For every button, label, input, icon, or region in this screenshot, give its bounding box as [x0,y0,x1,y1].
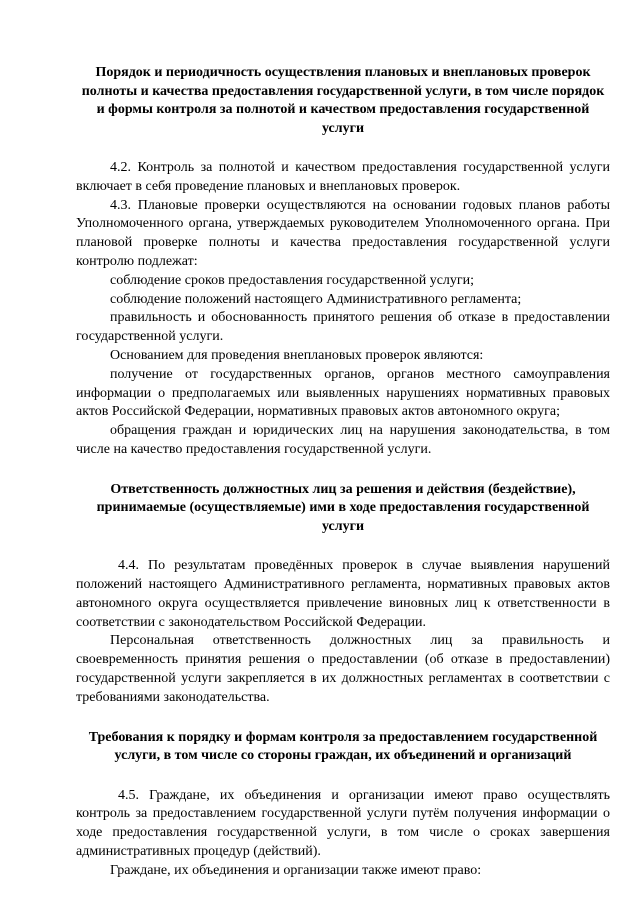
list-item-refusal-correctness: правильность и обоснованность принятого решения об отказе в предоставлении государственной услуги. [76,310,610,345]
paragraph-citizen-rights: Граждане, их объединения и организации также имеют право: [110,862,482,878]
list-item-deadlines: соблюдение сроков предоставления государственной услуги; [110,272,475,288]
list-item-citizen-appeals: обращения граждан и юридических лиц на нарушения законодательства, в том числе на качество предоставления государственной услуги. [76,423,610,457]
section-official-responsibility [76,481,610,708]
section-heading: Порядок и периодичность осуществления плановых и внеплановых проверок полноты и качества предоставления государственной услуги, в том числе порядок и формы контроля за полнотой и качеством предоставления государственной услуги [81,65,605,136]
paragraph-4-5: 4.5. Граждане, их объединения и организации имеют право осуществлять контроль за предоставлением государственной услуги путём получения информации о ходе предоставления государственной услуги, в том числе о сроках завершения административных процедур (действий). [76,787,610,860]
section-citizen-control [76,729,610,881]
document-page [76,64,610,881]
section-monitoring-procedure [76,64,610,460]
list-item-information-received: получение от государственных органов, органов местного самоуправления информации о предполагаемых или выявленных нарушениях нормативных правовых актов Российской Федерации, нормативных правовых актов автономного округа; [76,366,610,420]
paragraph-unscheduled-grounds: Основанием для проведения внеплановых проверок являются: [110,347,484,363]
section-heading: Ответственность должностных лиц за решения и действия (бездействие), принимаемые (осуществляемые) ими в ходе предоставления государственной услуги [96,481,590,534]
paragraph-4-2: 4.2. Контроль за полнотой и качеством предоставления государственной услуги включает в себя проведение плановых и внеплановых проверок. [76,160,610,194]
paragraph-4-4: 4.4. По результатам проведённых проверок в случае выявления нарушений положений настоящего Административного регламента, нормативных правовых актов автономного округа осуществляется привлечение виновных лиц к ответственности в соответствии с законодательством Российской Федерации. [76,558,610,630]
section-heading: Требования к порядку и формам контроля за предоставлением государственной услуги, в том числе со стороны граждан, их объединений и организаций [88,729,598,764]
paragraph-personal-responsibility: Персональная ответственность должностных лиц за правильность и своевременность принятия решения о предоставлении (об отказе в предоставлении) государственной услуги закрепляется в их должностных регламентах в соответствии с требованиями законодательства. [76,633,610,705]
paragraph-4-3: 4.3. Плановые проверки осуществляются на основании годовых планов работы Уполномоченного органа, утверждаемых руководителем Уполномоченного органа. При плановой проверке полноты и качества предоставления государственной услуги контролю подлежат: [76,197,610,269]
list-item-regulation-compliance: соблюдение положений настоящего Административного регламента; [110,291,522,307]
